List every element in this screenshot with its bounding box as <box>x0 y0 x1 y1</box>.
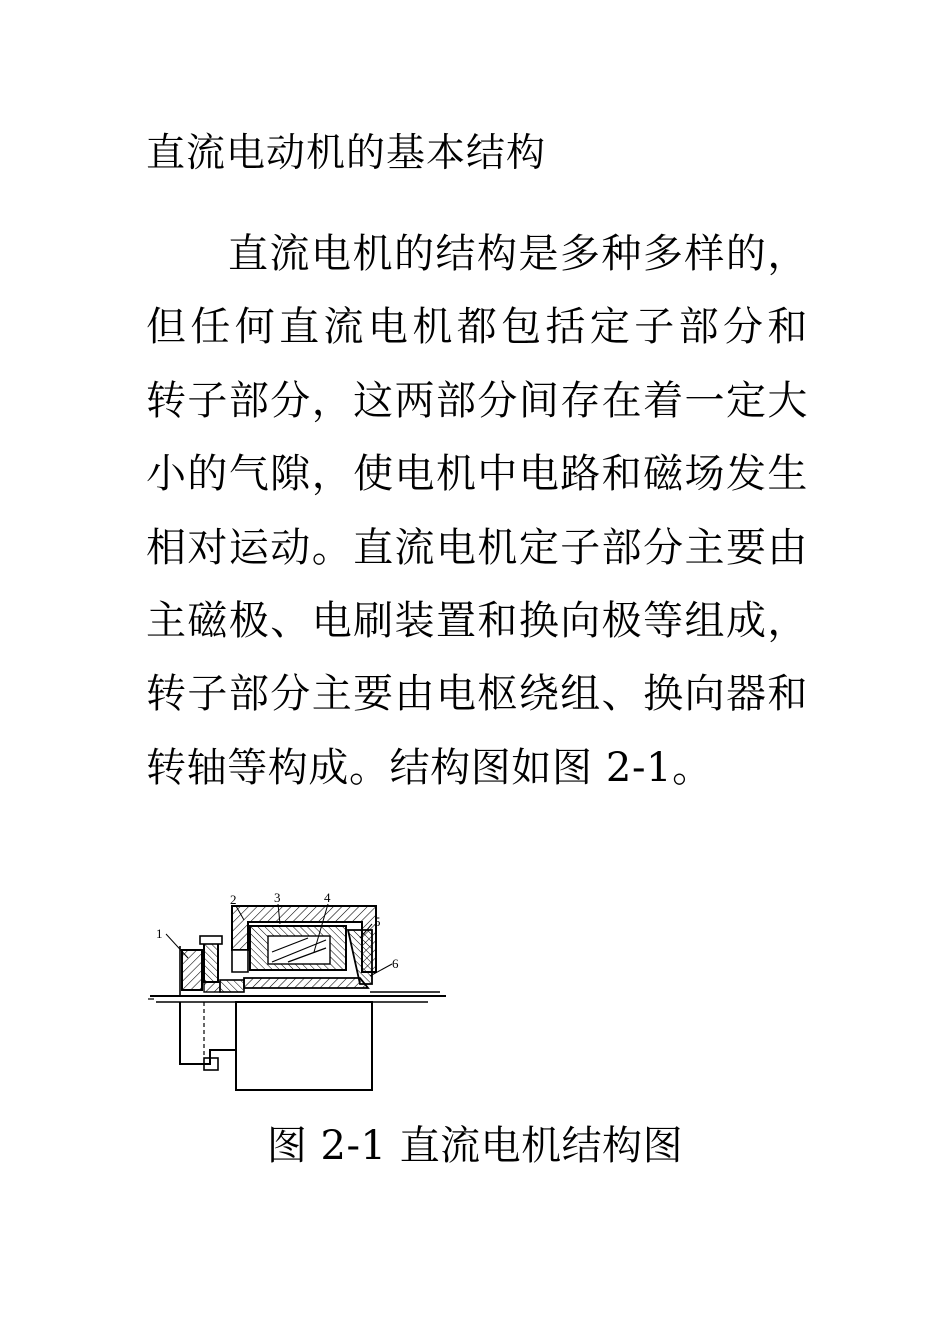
motor-structure-figure <box>148 888 458 1098</box>
figure-caption-text: 图 2-1 直流电机结构图 <box>266 1123 684 1169</box>
commutator-brush <box>180 936 222 996</box>
shaft <box>148 992 446 1002</box>
paragraph-line: 转子部分主要由电枢绕组、换向器和 <box>146 671 808 718</box>
figure-label: 3 <box>274 890 281 905</box>
figure-label: 2 <box>230 892 237 907</box>
paragraph-line: 转子部分，这两部分间存在着一定大 <box>146 377 808 424</box>
paragraph-line: 转轴等构成。结构图如图 2-1。 <box>146 744 713 791</box>
figure-label: 5 <box>374 914 381 929</box>
body-paragraph <box>146 218 808 805</box>
lower-housing <box>180 1002 372 1090</box>
paragraph-line: 但任何直流电机都包括定子部分和 <box>146 304 808 351</box>
figure-label: 4 <box>324 890 331 905</box>
figure-label: 6 <box>392 956 399 971</box>
figure-caption <box>0 1118 950 1174</box>
paragraph-line: 小的气隙，使电机中电路和磁场发生 <box>146 451 808 498</box>
section-heading: 直流电动机的基本结构 <box>146 131 547 176</box>
paragraph-line: 主磁极、电刷装置和换向极等组成， <box>146 597 808 644</box>
paragraph-line: 相对运动。直流电机定子部分主要由 <box>146 524 808 571</box>
paragraph-line: 直流电机的结构是多种多样的， <box>228 231 808 277</box>
end-bracket <box>348 930 372 984</box>
motor-cross-section-drawing <box>148 888 458 1098</box>
armature <box>220 978 368 992</box>
figure-label: 1 <box>156 926 163 941</box>
main-pole <box>250 926 346 970</box>
